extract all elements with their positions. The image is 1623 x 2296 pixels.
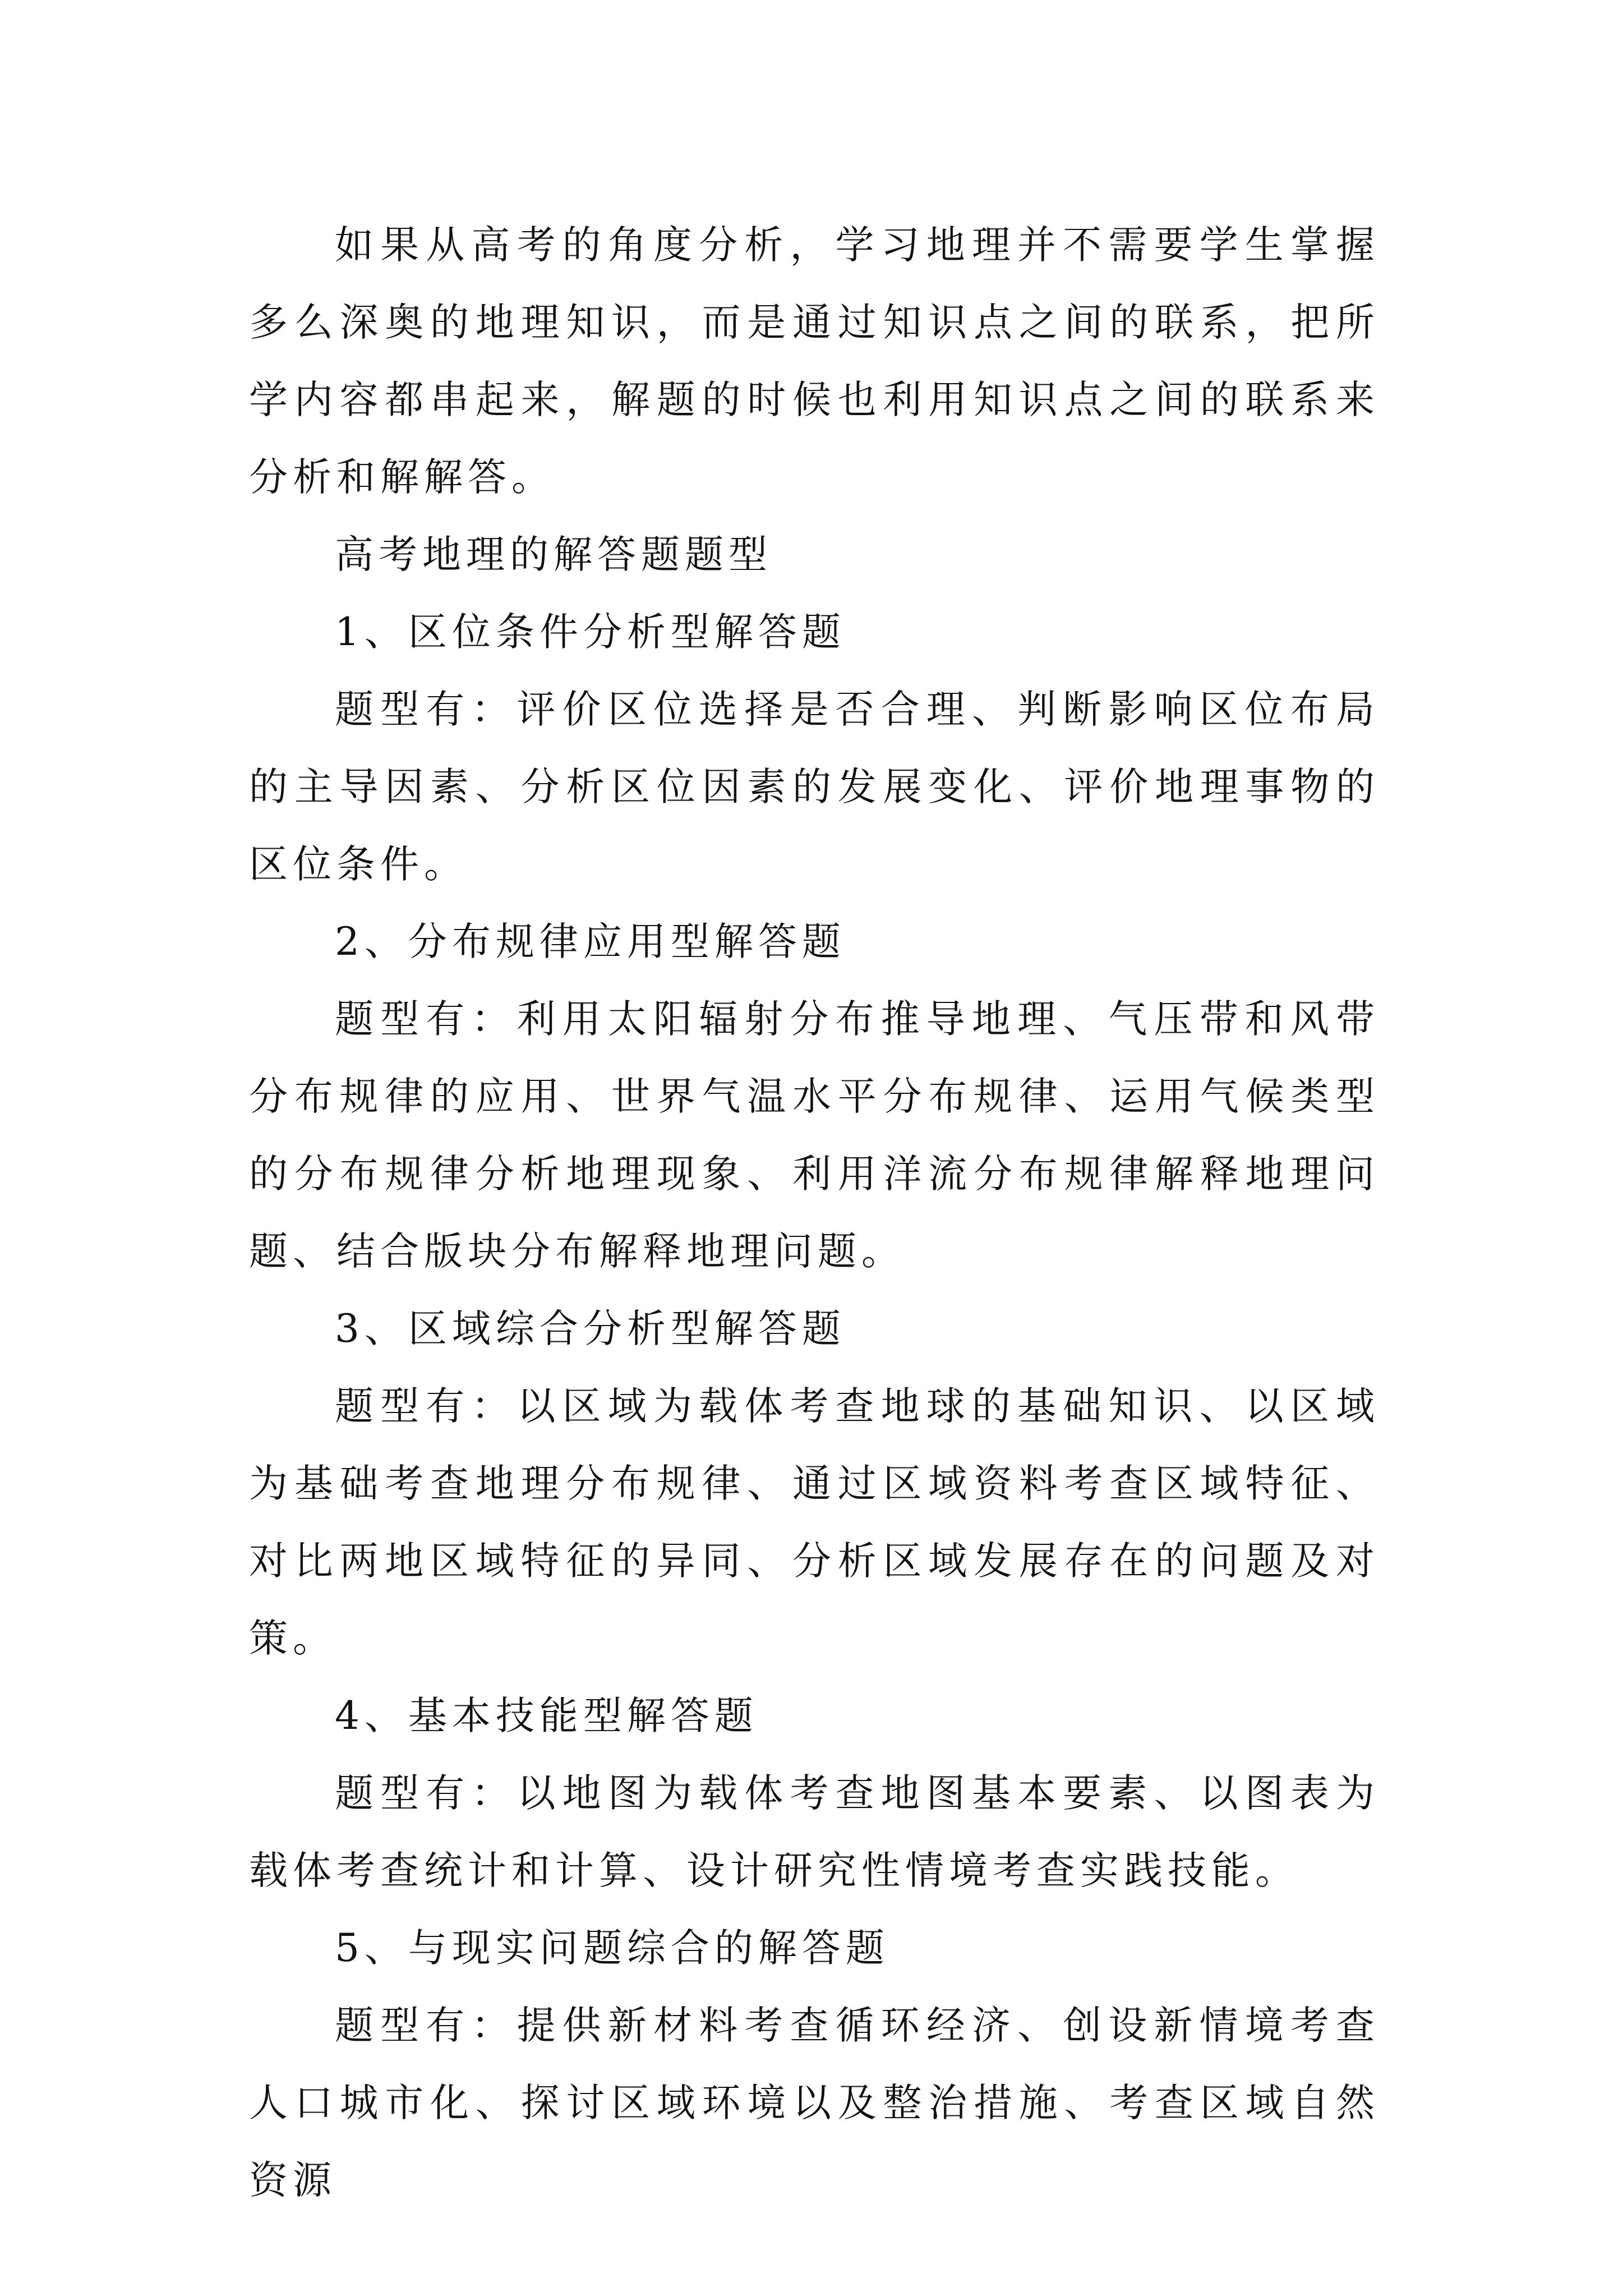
item-3-heading: 3、区域综合分析型解答题 (335, 1306, 846, 1351)
document-body (249, 206, 1380, 2219)
intro-paragraph: 如果从高考的角度分析，学习地理并不需要学生掌握多么深奥的地理知识，而是通过知识点之间的联系，把所学内容都串起来，解题的时候也利用知识点之间的联系来分析和解解答。 (249, 223, 1380, 500)
item-1-description: 题型有：评价区位选择是否合理、判断影响区位布局的主导因素、分析区位因素的发展变化、评价地理事物的区位条件。 (249, 687, 1380, 887)
item-2-heading: 2、分布规律应用型解答题 (335, 919, 846, 964)
item-5-heading: 5、与现实问题综合的解答题 (335, 1926, 889, 1971)
item-1-heading: 1、区位条件分析型解答题 (335, 610, 846, 655)
section-heading: 高考地理的解答题题型 (335, 532, 772, 577)
item-2-description: 题型有：利用太阳辐射分布推导地理、气压带和风带分布规律的应用、世界气温水平分布规律、运用气候类型的分布规律分析地理现象、利用洋流分布规律解释地理问题、结合版块分布解释地理问题。 (249, 997, 1380, 1274)
item-5-description: 题型有：提供新材料考查循环经济、创设新情境考查人口城市化、探讨区域环境以及整治措施、考查区域自然资源 (249, 2003, 1380, 2203)
item-3-description: 题型有：以区域为载体考查地球的基础知识、以区域为基础考查地理分布规律、通过区域资料考查区域特征、对比两地区域特征的异同、分析区域发展存在的问题及对策。 (249, 1384, 1380, 1661)
item-4-description: 题型有：以地图为载体考查地图基本要素、以图表为载体考查统计和计算、设计研究性情境考查实践技能。 (249, 1771, 1380, 1893)
item-4-heading: 4、基本技能型解答题 (335, 1694, 758, 1738)
